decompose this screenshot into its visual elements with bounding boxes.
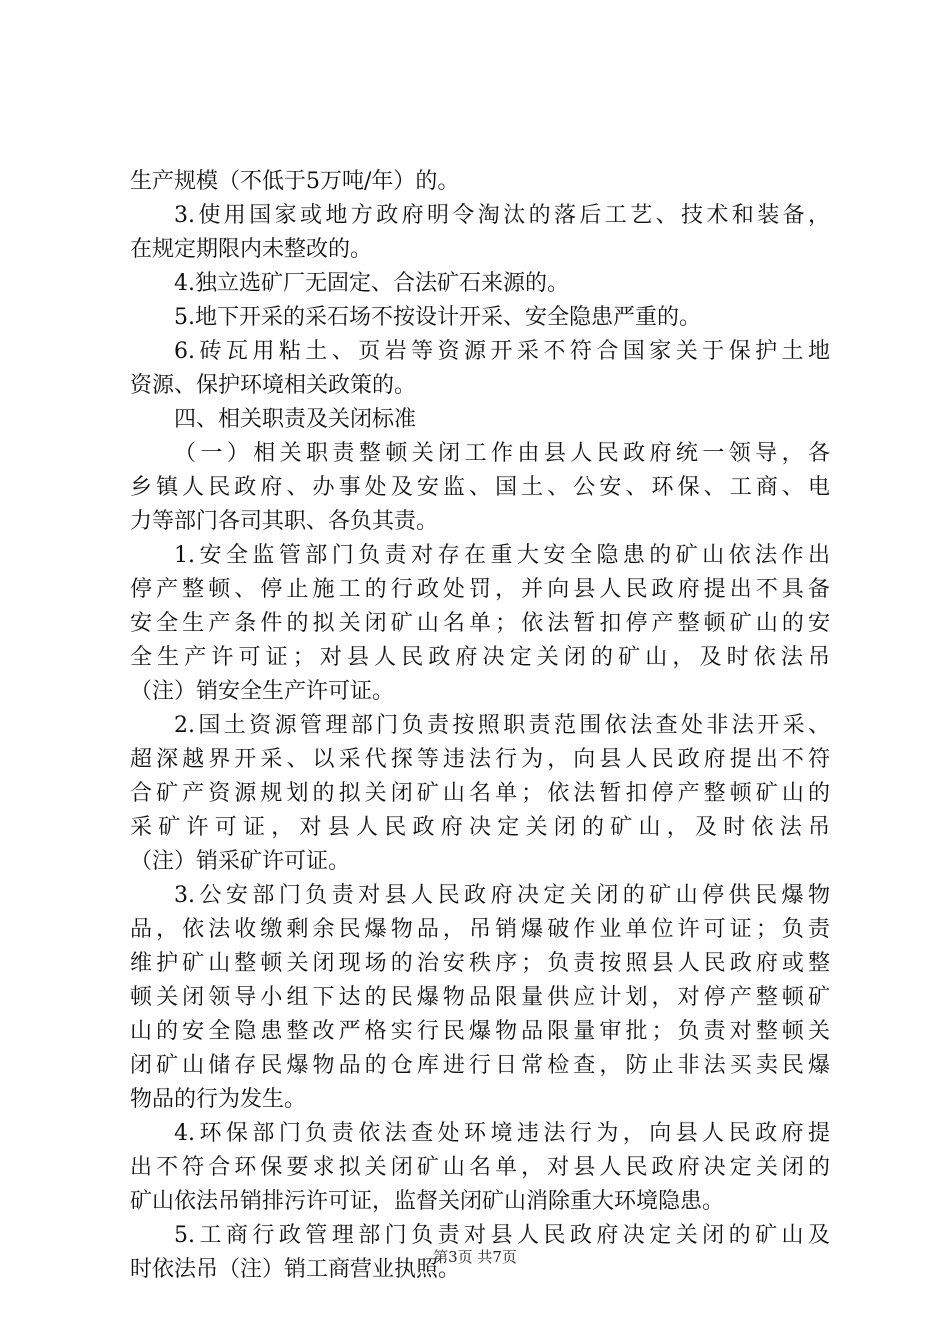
text-line: 3.使用国家或地方政府明令淘汰的落后工艺、技术和装备， bbox=[174, 203, 830, 228]
text-line: 4.环保部门负责依法查处环境违法行为，向县人民政府提 bbox=[174, 1121, 830, 1146]
text-line: 5.工商行政管理部门负责对县人民政府决定关闭的矿山及 bbox=[174, 1223, 830, 1248]
text-line: 安全生产条件的拟关闭矿山名单；依法暂扣停产整顿矿山的安 bbox=[130, 611, 830, 636]
text-line: 资源、保护环境相关政策的。 bbox=[130, 373, 417, 398]
text-line: 山的安全隐患整改严格实行民爆物品限量审批；负责对整顿关 bbox=[130, 1019, 830, 1044]
text-line: 停产整顿、停止施工的行政处罚，并向县人民政府提出不具备 bbox=[130, 577, 830, 602]
text-line: 采矿许可证，对县人民政府决定关闭的矿山，及时依法吊 bbox=[130, 815, 830, 840]
text-line: 合矿产资源规划的拟关闭矿山名单；依法暂扣停产整顿矿山的 bbox=[130, 781, 830, 806]
document-body bbox=[130, 165, 830, 1287]
text-line: 乡镇人民政府、办事处及安监、国土、公安、环保、工商、电 bbox=[130, 475, 830, 500]
text-line: 矿山依法吊销排污许可证，监督关闭矿山消除重大环境隐患。 bbox=[130, 1189, 725, 1214]
page-footer: 第3页 共7页 bbox=[433, 1248, 517, 1266]
text-line: 1.安全监管部门负责对存在重大安全隐患的矿山依法作出 bbox=[174, 543, 830, 568]
text-line: 时依法吊（注）销工商营业执照。 bbox=[130, 1257, 461, 1282]
text-line: 3.公安部门负责对县人民政府决定关闭的矿山停供民爆物 bbox=[174, 883, 830, 908]
text-line: （一）相关职责整顿关闭工作由县人民政府统一领导，各 bbox=[174, 441, 830, 466]
text-line: 品，依法收缴剩余民爆物品，吊销爆破作业单位许可证；负责 bbox=[130, 917, 830, 942]
text-line: 在规定期限内未整改的。 bbox=[130, 237, 373, 262]
text-line: （注）销采矿许可证。 bbox=[130, 849, 351, 874]
text-line: （注）销安全生产许可证。 bbox=[130, 679, 395, 704]
text-line: 6.砖瓦用粘土、页岩等资源开采不符合国家关于保护土地 bbox=[174, 339, 830, 364]
text-line: 出不符合环保要求拟关闭矿山名单，对县人民政府决定关闭的 bbox=[130, 1155, 830, 1180]
text-line: 闭矿山储存民爆物品的仓库进行日常检查，防止非法买卖民爆 bbox=[130, 1053, 830, 1078]
text-line: 4.独立选矿厂无固定、合法矿石来源的。 bbox=[174, 271, 569, 296]
text-line: 超深越界开采、以采代探等违法行为，向县人民政府提出不符 bbox=[130, 747, 830, 772]
text-line: 维护矿山整顿关闭现场的治安秩序；负责按照县人民政府或整 bbox=[130, 951, 830, 976]
text-line: 力等部门各司其职、各负其责。 bbox=[130, 509, 439, 534]
text-line: 物品的行为发生。 bbox=[130, 1087, 307, 1112]
text-line: 顿关闭领导小组下达的民爆物品限量供应计划，对停产整顿矿 bbox=[130, 985, 830, 1010]
text-line: 四、相关职责及关闭标准 bbox=[174, 407, 417, 432]
text-line: 2.国土资源管理部门负责按照职责范围依法查处非法开采、 bbox=[174, 713, 830, 738]
text-line: 5.地下开采的采石场不按设计开采、安全隐患严重的。 bbox=[174, 305, 701, 330]
text-line: 全生产许可证；对县人民政府决定关闭的矿山，及时依法吊 bbox=[130, 645, 830, 670]
text-line: 生产规模（不低于5万吨/年）的。 bbox=[130, 169, 460, 194]
